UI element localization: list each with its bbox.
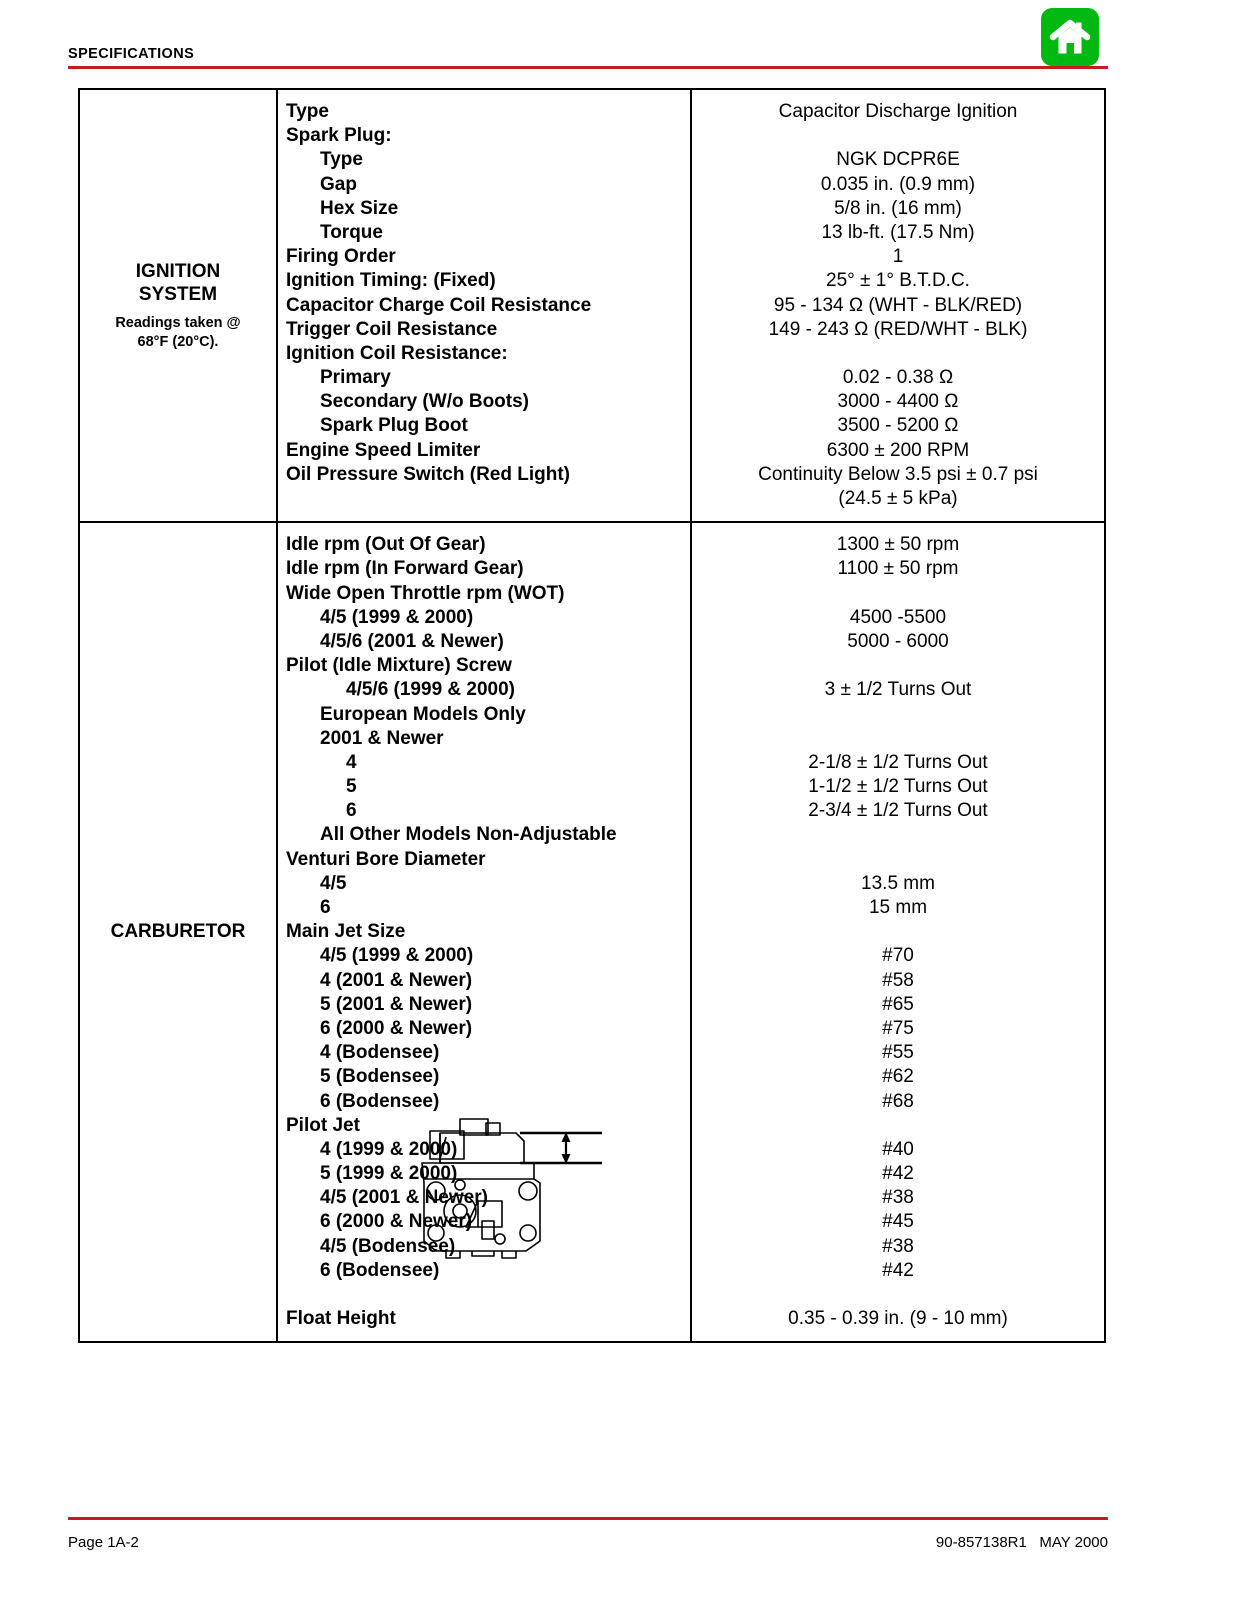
spec-item-label: 6 (2000 & Newer): [320, 1211, 473, 1233]
spec-item-label: 4/5 (1999 & 2000): [320, 606, 474, 628]
spec-item-value: #75: [882, 1017, 914, 1039]
spec-value-spacer: [692, 654, 1104, 678]
spec-item-value: 3500 - 5200 Ω: [837, 415, 959, 437]
spec-item-label: 5 (1999 & 2000): [320, 1163, 458, 1185]
spec-item-label: 4 (2001 & Newer): [320, 969, 473, 991]
spec-item-label: Firing Order: [286, 246, 396, 268]
spec-item-value: #62: [882, 1066, 914, 1088]
spec-item-label: 4/5 (2001 & Newer): [320, 1187, 488, 1209]
spec-item-label: 5: [346, 776, 357, 798]
spec-item-value: 15 mm: [868, 897, 928, 918]
footer-document-number: 90-857138R1 MAY 2000: [935, 1534, 1108, 1551]
spec-item-value: 3 ± 1/2 Turns Out: [824, 679, 972, 701]
spec-item-label: 6: [320, 897, 331, 918]
section-category-cell: [80, 90, 278, 521]
spec-item-label: Spark Plug:: [286, 125, 392, 147]
spec-item-label: Idle rpm (Out Of Gear): [286, 534, 486, 556]
spec-item-value: 3000 - 4400 Ω: [837, 391, 959, 413]
spec-value-spacer: [692, 582, 1104, 606]
spec-item-label: Gap: [320, 173, 357, 195]
spec-item-value: Capacitor Discharge Ignition: [778, 101, 1018, 122]
spec-item-label: Ignition Coil Resistance:: [286, 342, 508, 364]
page-title: SPECIFICATIONS: [68, 46, 195, 62]
specifications-table: [78, 88, 1106, 1343]
category-title: [136, 260, 220, 308]
spec-item-label: All Other Models Non-Adjustable: [320, 824, 617, 846]
spec-item-value: (24.5 ± 5 kPa): [838, 488, 958, 509]
category-title-line2: SYSTEM: [138, 284, 218, 306]
spec-value-spacer: [692, 727, 1104, 751]
spec-item-value: #55: [882, 1042, 914, 1064]
spec-value-spacer: [692, 703, 1104, 727]
spec-item-value: #38: [882, 1235, 914, 1257]
spec-item-value: 2-1/8 ± 1/2 Turns Out: [808, 751, 988, 773]
footer-divider-rule: [68, 1517, 1108, 1520]
spec-item-value: 0.35 - 0.39 in. (9 - 10 mm): [788, 1308, 1008, 1330]
spec-item-value: 149 - 243 Ω (RED/WHT - BLK): [768, 318, 1028, 340]
spec-item-label: 4/5 (1999 & 2000): [320, 945, 474, 967]
spec-item-spacer: [286, 1283, 690, 1307]
spec-item-value: 1-1/2 ± 1/2 Turns Out: [808, 776, 988, 798]
spec-item-spacer: [286, 487, 690, 511]
spec-item-value: 4500 -5500: [849, 606, 947, 628]
spec-item-value: 6300 ± 200 RPM: [826, 439, 970, 461]
spec-item-value: #42: [882, 1259, 914, 1281]
spec-item-value: 0.02 - 0.38 Ω: [842, 367, 954, 389]
spec-item-label: 6 (Bodensee): [320, 1259, 440, 1281]
spec-item-value: 5000 - 6000: [847, 630, 949, 652]
spec-item-label: 4: [346, 751, 357, 773]
spec-item-label: 6 (2000 & Newer): [320, 1017, 473, 1039]
spec-item-value: 13.5 mm: [861, 872, 935, 894]
spec-item-label: Type: [320, 149, 363, 171]
spec-item-label: Oil Pressure Switch (Red Light): [286, 463, 570, 485]
spec-item-value: 1300 ± 50 rpm: [836, 534, 960, 556]
spec-item-label: Type: [286, 101, 329, 122]
spec-item-value: #68: [882, 1090, 914, 1112]
spec-item-label: 6 (Bodensee): [320, 1090, 440, 1112]
spec-item-value: 13 lb-ft. (17.5 Nm): [821, 221, 975, 243]
spec-item-label: Trigger Coil Resistance: [286, 318, 498, 340]
spec-item-value: #65: [882, 993, 914, 1015]
spec-item-value: 1: [892, 246, 904, 268]
spec-value-spacer: [692, 342, 1104, 366]
spec-item-label: 4/5 (Bodensee): [320, 1235, 456, 1257]
spec-item-label: Pilot (Idle Mixture) Screw: [286, 655, 512, 677]
spec-item-label: Torque: [320, 221, 383, 243]
spec-item-label: Wide Open Throttle rpm (WOT): [286, 582, 565, 604]
spec-value-spacer: [692, 920, 1104, 944]
header-divider-rule: [68, 66, 1108, 69]
table-section-ignition-system: [80, 90, 1104, 521]
spec-item-label: 5 (2001 & Newer): [320, 993, 473, 1015]
spec-item-label: 4/5: [320, 872, 347, 894]
spec-item-value: #40: [882, 1138, 914, 1160]
spec-item-label: 4/5/6 (1999 & 2000): [346, 679, 516, 701]
spec-item-label: 5 (Bodensee): [320, 1066, 440, 1088]
spec-item-label: 2001 & Newer: [320, 727, 444, 749]
section-values-cell: [692, 90, 1104, 521]
footer-page-number: Page 1A-2: [68, 1534, 139, 1551]
spec-item-label: Primary: [320, 367, 391, 389]
category-title-line1: IGNITION: [135, 260, 221, 282]
category-note-line2: 68°F (20°C).: [137, 333, 219, 350]
spec-item-label: Spark Plug Boot: [320, 415, 468, 437]
spec-item-label: Ignition Timing: (Fixed): [286, 270, 496, 292]
spec-item-label: Main Jet Size: [286, 921, 406, 943]
spec-value-spacer: [692, 848, 1104, 872]
category-title-line1: CARBURETOR: [110, 921, 246, 943]
spec-item-label: Idle rpm (In Forward Gear): [286, 558, 524, 580]
table-section-carburetor: [80, 521, 1104, 1341]
section-items-cell: [278, 90, 692, 521]
spec-item-value: 25° ± 1° B.T.D.C.: [826, 270, 970, 292]
category-note-line1: Readings taken @: [115, 315, 241, 331]
spec-item-value: Continuity Below 3.5 psi ± 0.7 psi: [758, 463, 1038, 485]
spec-value-spacer: [692, 823, 1104, 847]
section-category-cell: [80, 523, 278, 1341]
spec-item-value: #42: [882, 1163, 914, 1185]
spec-value-spacer: [692, 1114, 1104, 1138]
spec-item-label: 4 (1999 & 2000): [320, 1138, 458, 1160]
section-values-cell: [692, 523, 1104, 1341]
spec-item-label: European Models Only: [320, 703, 526, 725]
spec-item-label: 4/5/6 (2001 & Newer): [320, 630, 504, 652]
spec-item-label: Hex Size: [320, 197, 399, 219]
spec-item-value: 0.035 in. (0.9 mm): [820, 173, 976, 195]
spec-item-value: 95 - 134 Ω (WHT - BLK/RED): [773, 294, 1023, 316]
category-note: [115, 314, 240, 352]
spec-item-value: NGK DCPR6E: [836, 149, 960, 171]
section-items-cell: [278, 523, 692, 1341]
spec-item-value: 2-3/4 ± 1/2 Turns Out: [808, 800, 988, 822]
spec-item-label: Capacitor Charge Coil Resistance: [286, 294, 592, 316]
spec-item-label: Float Height: [286, 1308, 396, 1330]
spec-item-value: 5/8 in. (16 mm): [834, 197, 962, 219]
spec-value-spacer: [692, 124, 1104, 148]
spec-item-label: Engine Speed Limiter: [286, 439, 481, 461]
spec-item-value: #70: [882, 945, 914, 967]
home-icon[interactable]: [1041, 8, 1099, 66]
spec-item-label: 4 (Bodensee): [320, 1042, 440, 1064]
spec-item-value: #58: [882, 969, 914, 991]
spec-value-spacer: [692, 1283, 1104, 1307]
spec-item-label: Venturi Bore Diameter: [286, 848, 486, 870]
spec-item-value: 1100 ± 50 rpm: [837, 558, 959, 580]
spec-item-label: Pilot Jet: [286, 1114, 360, 1136]
page-header: [0, 0, 1236, 72]
category-title: [111, 920, 246, 944]
spec-item-value: #38: [882, 1187, 914, 1209]
spec-item-value: #45: [882, 1211, 914, 1233]
spec-item-label: 6: [346, 800, 357, 822]
spec-item-label: Secondary (W/o Boots): [320, 391, 530, 413]
